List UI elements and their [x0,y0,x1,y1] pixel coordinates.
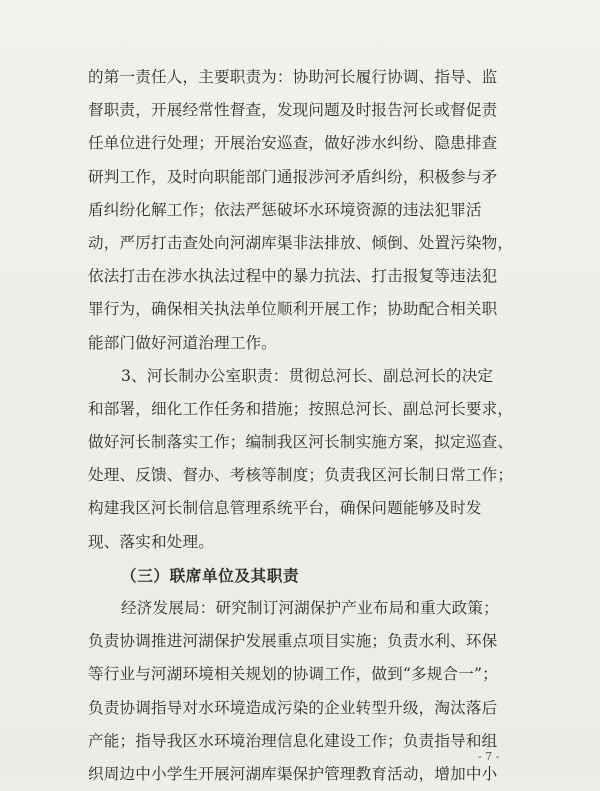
text-line: 等行业与河湖环境相关规划的协调工作，做到“多规合一”； [88,665,498,684]
text-line: 现、落实和处理。 [88,532,214,551]
text-line: 3、河长制办公室职责：贯彻总河长、副总河长的决定 [121,366,494,385]
text-line: 的第一责任人，主要职责为：协助河长履行协调、指导、监 [88,68,498,86]
text-line: 能部门做好河道治理工作。 [88,333,277,352]
text-line: 处理、反馈、督办、考核等制度；负责我区河长制日常工作； [88,466,514,485]
document-body [88,61,524,791]
text-line: 构建我区河长制信息管理系统平台，确保问题能够及时发 [88,499,482,518]
section-heading: （三）联席单位及其职责 [121,565,300,585]
text-line: 负责协调推进河湖保护发展重点项目实施；负责水利、环保 [88,632,498,651]
text-line: 经济发展局：研究制订河湖保护产业布局和重大政策； [121,599,499,617]
text-line: 任单位进行处理；开展治安巡查，做好涉水纠纷、隐患排查 [88,134,498,153]
text-line: 产能；指导我区水环境治理信息化建设工作；负责指导和组 [88,731,498,750]
text-line: 做好河长制落实工作；编制我区河长制实施方案，拟定巡查、 [88,433,514,452]
text-line: 动，严厉打击查处向河湖库渠非法排放、倾倒、处置污染物， [88,233,514,252]
text-line: 罪行为，确保相关执法单位顺利开展工作；协助配合相关职 [88,300,498,319]
text-line: 依法打击在涉水执法过程中的暴力抗法、打击报复等违法犯 [88,267,498,286]
text-line: 督职责，开展经常性督查，发现问题及时报告河长或督促责 [88,101,498,120]
text-line: 织周边中小学生开展河湖库渠保护管理教育活动，增加中小 [88,764,498,783]
text-line: 和部署，细化工作任务和措施；按照总河长、副总河长要求， [88,399,514,418]
page-number: - 7 - [478,750,500,763]
text-line: 负责协调指导对水环境造成污染的企业转型升级，淘汰落后 [88,698,498,717]
text-line: 盾纠纷化解工作；依法严惩破坏水环境资源的违法犯罪活 [88,200,482,219]
text-line: 研判工作，及时向职能部门通报涉河矛盾纠纷，积极参与矛 [88,167,498,186]
